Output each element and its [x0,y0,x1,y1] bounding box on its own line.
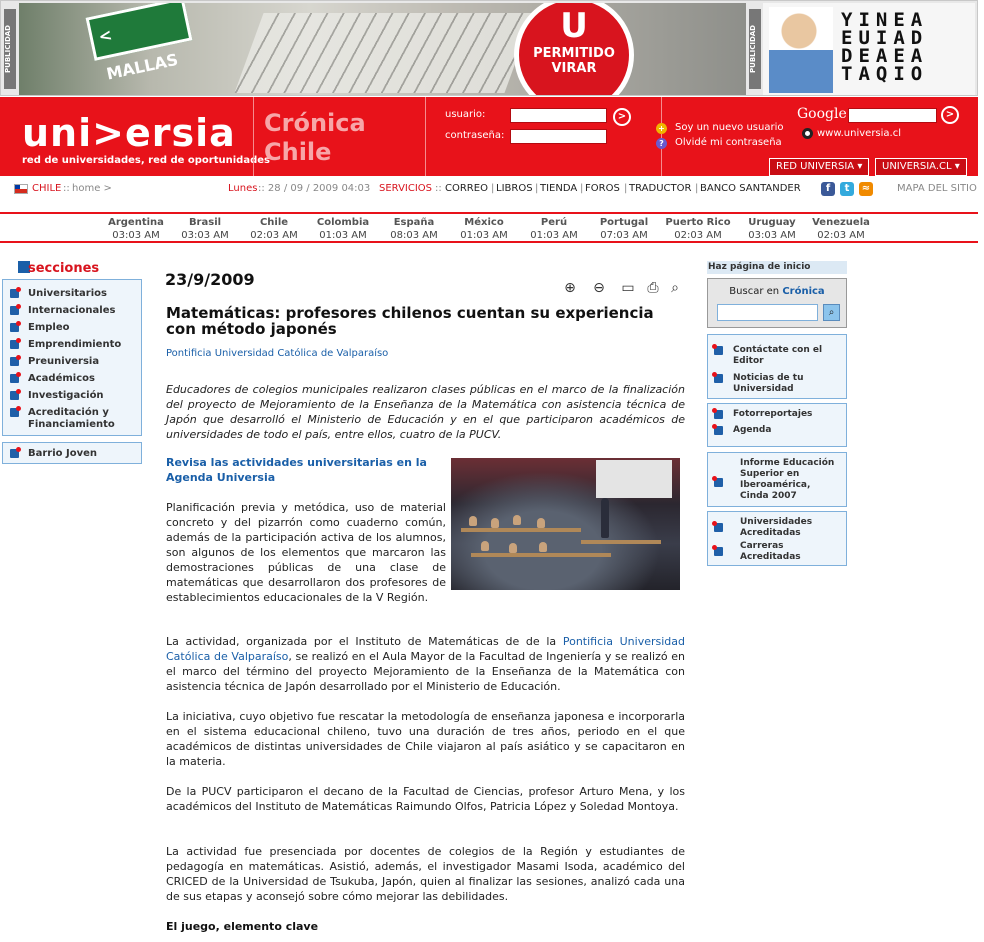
sidebar-item-emprendimiento[interactable] [10,339,121,351]
universia-cl-label: UNIVERSIA.CL [882,161,952,172]
nav-link-correo[interactable]: CORREO [445,183,488,194]
universidades-acreditadas-link[interactable] [714,517,842,539]
zoom-out-icon[interactable]: ⊖ [593,280,605,296]
photo-person [513,515,521,525]
zoom-in-icon[interactable]: ⊕ [564,280,576,296]
tz-time: 03:03 AM [181,230,229,241]
agenda-link[interactable] [714,425,842,436]
header-divider [661,97,662,176]
timezone-argentina [101,216,171,242]
ad-man-image [769,7,833,93]
tz-country: Portugal [599,217,649,228]
bullet-icon [714,547,723,556]
bullet-icon [714,346,723,355]
timezone-espana [379,216,449,242]
breadcrumb-sep: :: [63,183,70,194]
timezone-venezuela [806,216,876,242]
publicidad-label-2: PUBLICIDAD [749,9,761,89]
ritem-label: Fotorreportajes [733,409,813,419]
article-paragraph-4: De la PUCV participaron el decano de la Facultad de Ciencias, profesor Arturo Mena, y los académicos del Instituto de Matemáticas Raimundo Olfos, Patricia López y Soledad Montoya. [166,785,685,813]
tz-country: Uruguay [748,217,796,228]
photo-desk [471,553,611,557]
secciones-box [2,279,142,436]
tz-time: 07:03 AM [600,230,648,241]
photo-person [539,542,547,552]
article-subhead: El juego, elemento clave [166,920,319,933]
bullet-icon [10,306,19,315]
ad-left[interactable] [19,3,746,95]
cronica-line-2: Chile [264,138,332,166]
timezones-top-rule [0,212,978,214]
timezone-peru [519,216,589,242]
bullet-icon [10,374,19,383]
tz-time: 01:03 AM [530,230,578,241]
comment-icon[interactable]: ▭ [621,280,635,296]
article-source-link[interactable]: Pontificia Universidad Católica de Valparaíso [166,348,389,359]
nav-link-foros[interactable]: FOROS [585,183,620,194]
tz-country: Brasil [188,217,222,228]
bullet-icon [10,449,19,458]
rss-icon[interactable]: ≈ [859,182,873,196]
tz-time: 03:03 AM [748,230,796,241]
right-box-3 [707,452,847,507]
chevron-down-icon: ▾ [857,161,863,172]
tz-country: Colombia [316,217,370,228]
sidebar-item-empleo[interactable] [10,322,70,334]
tz-country: Perú [540,217,568,228]
article-paragraph-3: La iniciativa, cuyo objetivo fue rescatar la metodología de enseñanza japonesa e incorporarla en el sistema educacional chileno, tuvo una duración de tres años, periodo en el que académicos de distintas universidades de Chile viajaron al país asiático y se capacitaron en la materia. [166,710,685,768]
nav-link-tienda[interactable]: TIENDA [540,183,578,194]
timezone-uruguay [737,216,807,242]
bullet-icon [10,408,19,417]
photo-whiteboard [596,460,672,498]
ad-keyboard-image [234,13,533,93]
p2-text-a: La actividad, organizada por el Instituto de Matemáticas de de la [166,635,563,648]
nuevo-usuario-link[interactable]: Soy un nuevo usuario [675,122,784,133]
agenda-universia-link[interactable]: Revisa las actividades universitarias en la Agenda Universia [166,456,427,484]
sidebar-item-internacionales[interactable] [10,305,115,317]
ad-stop-letter: U [560,6,588,46]
universia-cl-dropdown[interactable] [875,158,967,176]
sidebar-item-label: Investigación [28,390,104,401]
sidebar-item-label: Universitarios [28,288,107,299]
date-rest: :: 28 / 09 / 2009 04:03 [258,183,371,194]
top-ad-banner[interactable] [0,0,978,96]
ritem-label: Universidades Acreditadas [740,517,813,538]
buscar-en-text: Buscar en [729,286,780,297]
tagline: red de universidades, red de oportunidades [22,155,270,166]
ritem-label: Noticias de tu Universidad [733,373,804,394]
informe-educacion-link[interactable] [714,458,842,502]
bullet-icon [10,391,19,400]
photo-person [537,518,545,528]
ritem-label: Carreras Acreditadas [740,541,801,562]
ad-letter-grid [841,11,973,83]
chevron-down-icon: ▾ [954,161,960,172]
contactate-editor-link[interactable] [714,345,842,367]
ritem-label: Agenda [733,425,772,435]
cronica-chile-title[interactable] [253,97,426,176]
photo-teacher [601,498,609,538]
secciones-header [18,261,99,276]
olvide-link[interactable]: Olvidé mi contraseña [675,137,782,148]
mapa-del-sitio-link[interactable]: MAPA DEL SITIO [897,183,977,194]
timezone-mexico [449,216,519,242]
login-arrow-icon[interactable]: > [613,108,631,126]
ad-stop-text-2: VIRAR [551,61,597,76]
ad-letters-line: DEAEA [841,45,929,67]
secciones-title: secciones [28,261,100,276]
servicios-label: SERVICIOS [379,183,433,194]
sidebar-item-label: Académicos [28,373,95,384]
article-date: 23/9/2009 [165,270,255,289]
red-universia-dropdown[interactable] [769,158,869,176]
p2-text-b: , se realizó en el Aula Mayor de la Facultad de Ingeniería y se realizó en el marco del término del proyecto Mejoramiento de la Enseñanza de la Matemática con asistencia técnica de Japón desarrollado por el Ministerio de Educación. [166,650,685,693]
photo-person [469,516,477,526]
bullet-icon [714,374,723,383]
tz-country: Chile [259,217,289,228]
ad-letters-line: TAQIO [841,63,929,85]
article-paragraph-5: La actividad fue presenciada por docentes de colegios de la Región y estudiantes de pedagogía en matemáticas. Asistió, además, el investigador Masami Isoda, académico del CRICED de la Universidad de Tsukuba, Japón, quien al finalizar las sesiones, analizó cada una de sus etapas y aconsejó sobre cómo mejorar las debilidades. [166,845,685,903]
ad-stop-text-1: PERMITIDO [533,46,615,61]
publicidad-label: PUBLICIDAD [4,9,16,89]
bullet-icon [714,426,723,435]
bullet-icon [10,357,19,366]
tz-country: Venezuela [812,217,870,228]
search-icon[interactable]: ⌕ [671,280,679,296]
bullet-icon [10,289,19,298]
bullet-icon [10,323,19,332]
contrasena-label: contraseña: [445,130,505,141]
cronica-line-1: Crónica [264,109,366,137]
bullet-icon [714,410,723,419]
photo-person [509,543,517,553]
sidebar-item-barrio-joven[interactable] [10,448,97,460]
tz-time: 01:03 AM [319,230,367,241]
photo-desk [581,540,661,544]
article-paragraph-2 [166,634,685,694]
sidebar-item-universitarios[interactable] [10,288,107,300]
bullet-icon [10,340,19,349]
google-search-arrow-icon[interactable]: > [941,106,959,124]
ad-right[interactable] [763,3,975,95]
fotorreportajes-link[interactable] [714,409,842,420]
nav-link-banco-santander[interactable]: BANCO SANTANDER [700,183,801,194]
twitter-icon[interactable]: t [840,182,854,196]
nav-link-traductor[interactable]: TRADUCTOR [629,183,692,194]
google-logo: Google [797,106,847,122]
breadcrumb-chile[interactable]: CHILE [32,183,62,194]
article-title: Matemáticas: profesores chilenos cuentan su experiencia con método japonés [166,304,654,338]
timezone-portugal [589,216,659,242]
bullet-icon [714,478,723,487]
timezone-chile [239,216,309,242]
ritem-label: Informe Educación Superior en Iberoamérica, Cinda 2007 [740,458,835,501]
sidebar-item-label: Empleo [28,322,70,333]
ritem-label: Contáctate con el Editor [733,345,823,366]
radio-label: www.universia.cl [817,128,902,139]
haz-pagina-de-inicio-link[interactable]: Haz página de inicio [707,261,847,274]
ad-mallas-sign: < MALLAS [86,3,193,61]
ad-stop-sign [514,3,634,95]
tz-time: 03:03 AM [112,230,160,241]
pucv-inline-link[interactable]: Pontificia Universidad Católica de Valparaíso [166,635,685,663]
article-photo [451,458,680,590]
buscar-box [707,278,847,328]
sidebar-item-label: Internacionales [28,305,116,316]
tz-country: Argentina [108,217,164,228]
photo-desk [461,528,581,532]
photo-person [491,518,499,528]
sidebar-item-label: Barrio Joven [28,448,98,459]
usuario-input[interactable] [510,108,607,123]
plus-icon: + [656,123,667,134]
tz-time: 02:03 AM [674,230,722,241]
universia-logo[interactable]: uni>ersia [22,111,236,155]
google-search-input[interactable] [848,108,937,123]
facebook-icon[interactable]: f [821,182,835,196]
photo-person [481,541,489,551]
right-box-1 [707,334,847,399]
print-icon[interactable]: ⎙ [647,280,659,296]
breadcrumb-home[interactable]: home > [72,183,112,194]
breadcrumb-nav-row: CHILE :: home > Lunes :: 28 / 09 / 2009 04:03 SERVICIOS :: CORREO | LIBROS | TIENDA | FOROS | TRADUCTOR | BANCO SANTANDER f t ≈ MAPA DEL SITIO [0,178,978,200]
sidebar-item-label: Emprendimiento [28,339,122,350]
contrasena-input[interactable] [510,129,607,144]
date-day: Lunes [228,183,258,194]
carreras-acreditadas-link[interactable] [714,541,842,563]
tz-time: 08:03 AM [390,230,438,241]
site-header [0,97,978,176]
sidebar-item-label: Acreditación y Financiamiento [28,407,115,430]
sidebar-item-academicos[interactable] [10,373,95,385]
ad-letters-line: EUIAD [841,27,929,49]
sidebar-item-investigacion[interactable] [10,390,104,402]
article-paragraph-1: Planificación previa y metódica, uso de material concreto y del pizarrón como cuaderno común, además de la participación activa de los alumnos, son algunos de los elementos que marcaron las demostraciones públicas de una clase de matemáticas que desarrollaron dos profesores de establecimientos educacionales de la V Región. [166,501,446,604]
search-icon[interactable]: ⌕ [823,304,840,321]
sidebar-item-acreditacion[interactable] [10,407,122,431]
right-box-4 [707,511,847,566]
tz-country: México [464,217,504,228]
timezone-brasil [170,216,240,242]
sidebar-item-preuniversia[interactable] [10,356,99,368]
tz-time: 02:03 AM [250,230,298,241]
noticias-universidad-link[interactable] [714,373,842,395]
tz-time: 02:03 AM [817,230,865,241]
timezones-bottom-rule [0,241,978,243]
tz-country: España [393,217,435,228]
usuario-label: usuario: [445,109,486,120]
buscar-label [708,286,846,297]
tz-country: Puerto Rico [665,217,731,228]
chile-flag-icon [14,184,28,194]
buscar-input[interactable] [717,304,818,321]
ad-letters-line: YINEA [841,9,929,31]
timezone-puerto-rico [663,216,733,242]
article-lead: Educadores de colegios municipales realizaron clases públicas en el marco de la finalización del proyecto de Mejoramiento de la Enseñanza de la Matemática con asistencia técnica de Japón que desarrolló el Ministerio de Educación y en el que participaron académicos de universidades de todo el país, entre ellos, cuatro de la PUCV. [166,383,685,441]
red-universia-label: RED UNIVERSIA [776,161,855,172]
barrio-joven-box [2,442,142,464]
bullet-icon [714,523,723,532]
timezone-colombia [308,216,378,242]
tz-time: 01:03 AM [460,230,508,241]
question-icon: ? [656,138,667,149]
nav-link-libros[interactable]: LIBROS [496,183,533,194]
sidebar-item-label: Preuniversia [28,356,100,367]
radio-button[interactable] [802,128,813,139]
right-box-2 [707,403,847,447]
buscar-target: Crónica [782,286,825,297]
